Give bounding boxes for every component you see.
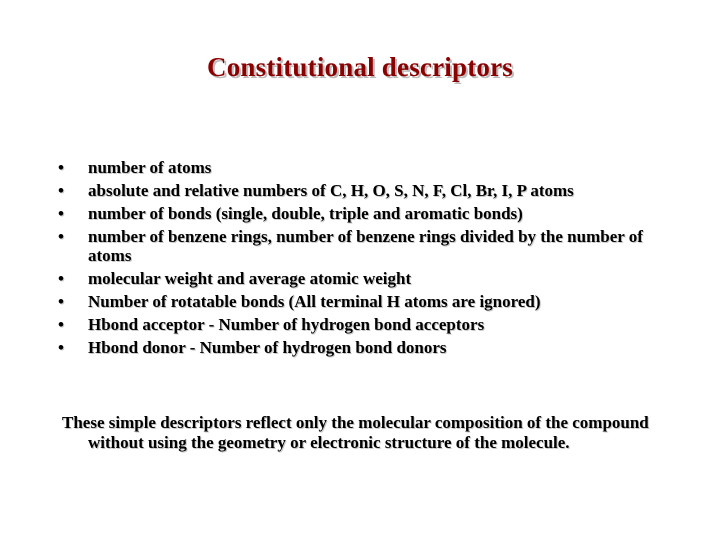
bullet-text: Number of rotatable bonds (All terminal H atoms are ignored) <box>88 292 541 311</box>
bullet-text: number of atoms <box>88 158 212 177</box>
bullet-list <box>58 158 658 361</box>
bullet-icon: • <box>58 158 64 177</box>
bullet-text: number of benzene rings, number of benzene rings divided by the number of atoms <box>88 227 643 265</box>
slide-title: Constitutional descriptors <box>207 52 513 82</box>
bullet-icon: • <box>58 181 64 200</box>
list-item <box>58 181 658 200</box>
bullet-icon: • <box>58 227 64 246</box>
list-item <box>58 269 658 288</box>
bullet-text: number of bonds (single, double, triple and aromatic bonds) <box>88 204 523 223</box>
list-item <box>58 292 658 311</box>
bullet-text: molecular weight and average atomic weight <box>88 269 412 288</box>
list-item <box>58 338 658 357</box>
list-item <box>58 315 658 334</box>
list-item <box>58 227 658 265</box>
bullet-icon: • <box>58 204 64 223</box>
bullet-icon: • <box>58 315 64 334</box>
summary-paragraph: These simple descriptors reflect only the molecular composition of the compound without using the geometry or electronic structure of the molecule. <box>62 413 649 452</box>
bullet-icon: • <box>58 292 64 311</box>
bullet-text: absolute and relative numbers of C, H, O, S, N, F, Cl, Br, I, P atoms <box>88 181 574 200</box>
bullet-icon: • <box>58 269 64 288</box>
bullet-text: Hbond acceptor - Number of hydrogen bond acceptors <box>88 315 485 334</box>
bullet-text: Hbond donor - Number of hydrogen bond donors <box>88 338 447 357</box>
list-item <box>58 204 658 223</box>
bullet-icon: • <box>58 338 64 357</box>
list-item <box>58 158 658 177</box>
